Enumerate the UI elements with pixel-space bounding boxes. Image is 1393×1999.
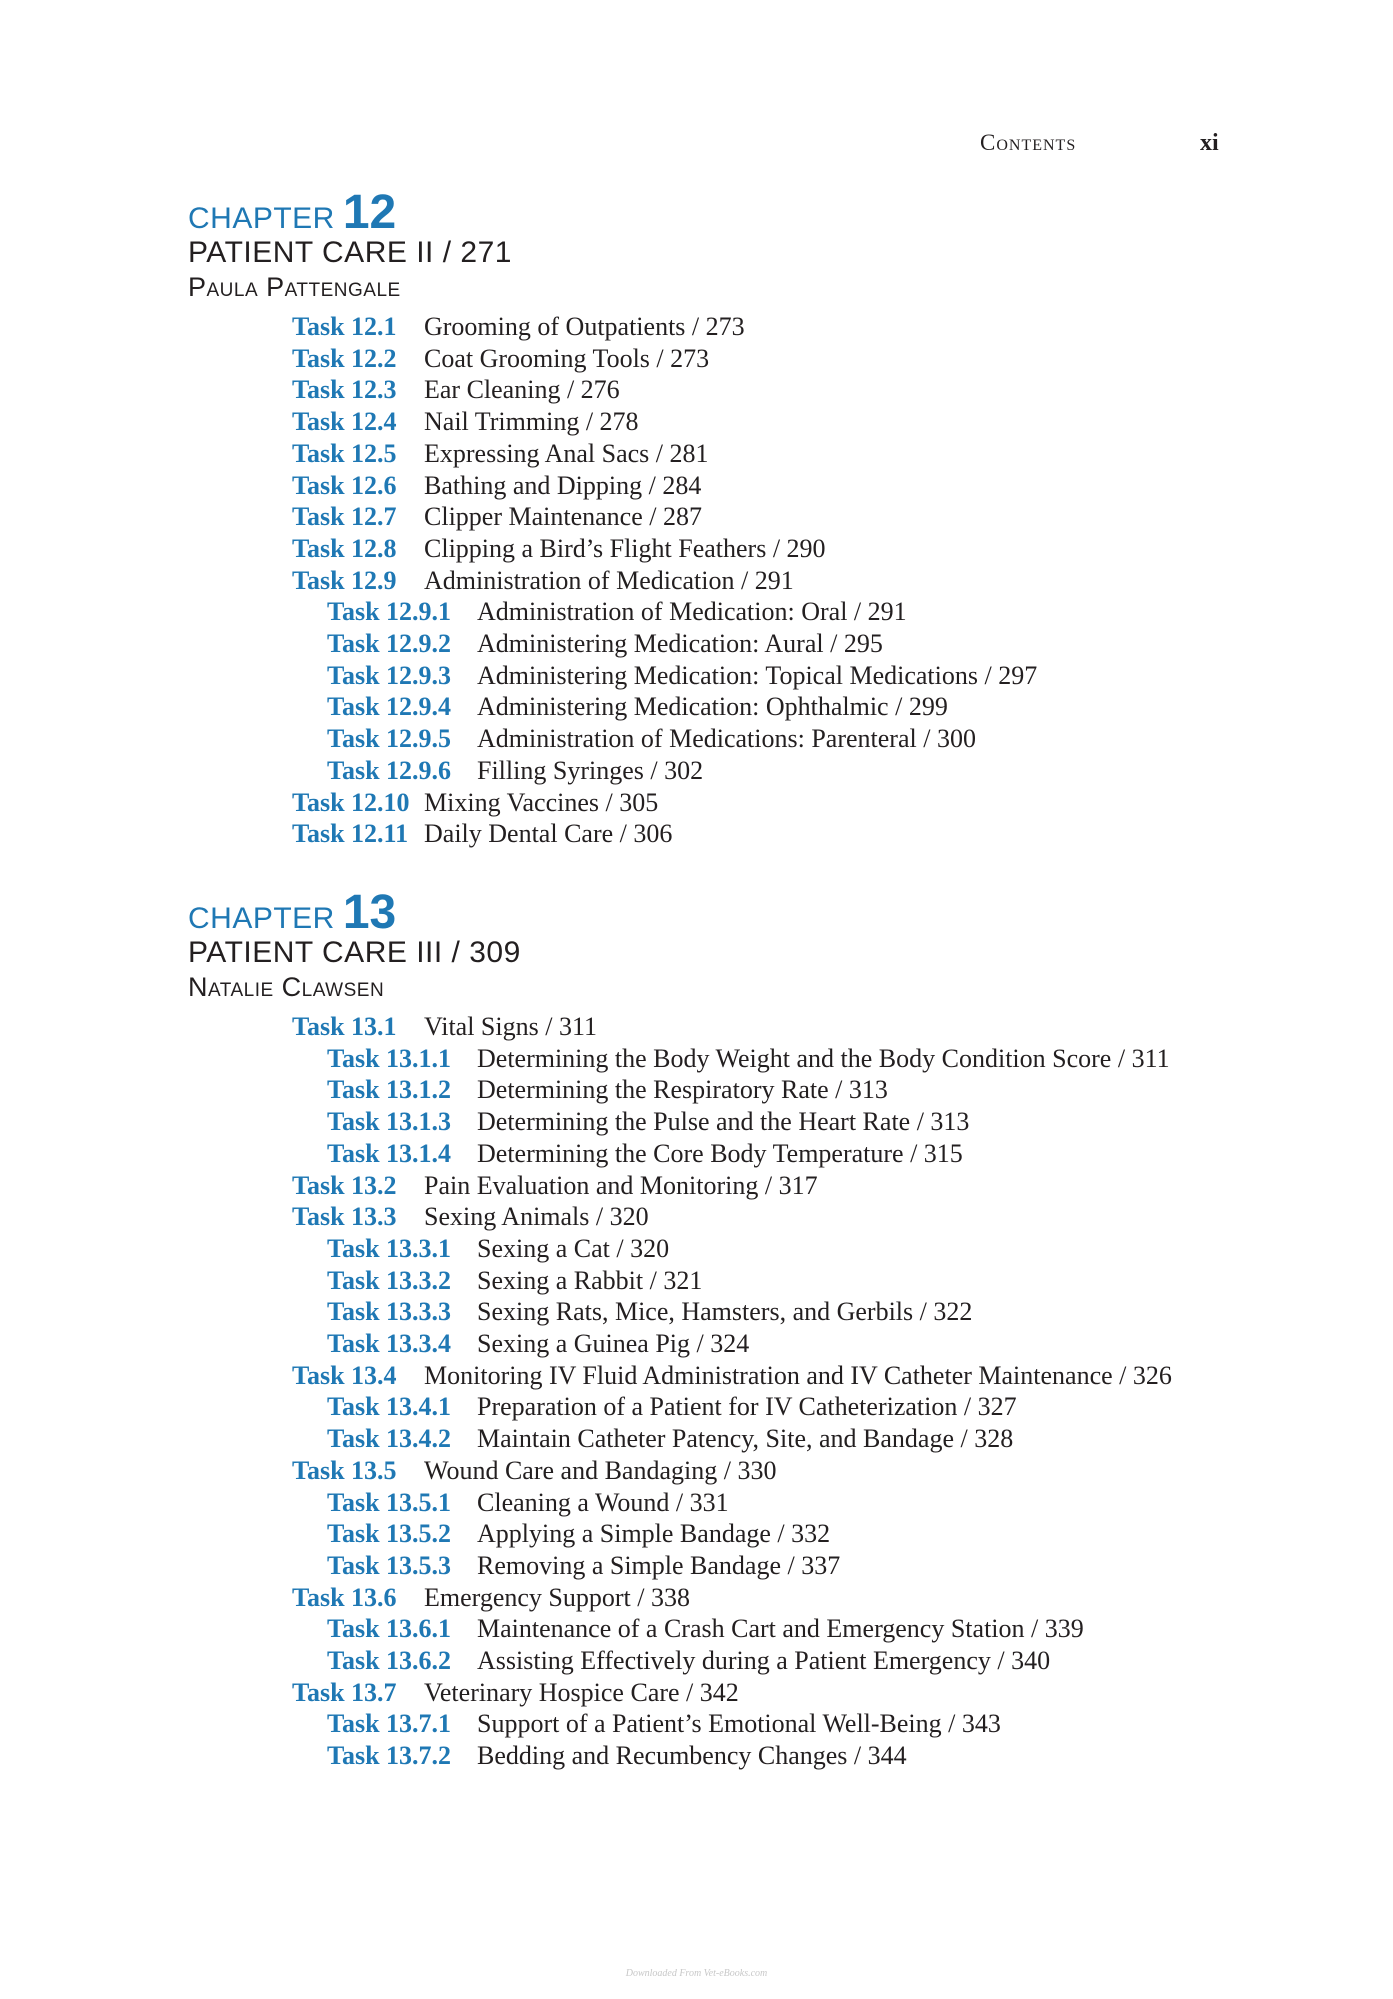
chapter-number: 12 — [342, 186, 397, 239]
task-number: Task 12.11 — [292, 819, 409, 849]
toc-entry — [188, 1265, 1337, 1297]
task-number: Task 13.3.3 — [327, 1297, 452, 1327]
toc-entry — [188, 1391, 1337, 1423]
task-number: Task 13.1.1 — [327, 1043, 452, 1073]
task-number: Task 12.4 — [292, 407, 397, 437]
task-list — [188, 1011, 1337, 1772]
task-number: Task 13.1 — [292, 1012, 397, 1041]
toc-entry — [188, 723, 1337, 755]
task-title: Sexing Rats, Mice, Hamsters, and Gerbils / 322 — [477, 1297, 973, 1327]
task-title: Filling Syringes / 302 — [477, 755, 704, 785]
task-number: Task 13.6.2 — [327, 1646, 452, 1676]
chapter-author: Natalie Clawsen — [188, 972, 385, 1002]
chapter-heading — [188, 886, 1288, 939]
toc-entry — [188, 438, 1337, 470]
toc-entry — [188, 596, 1337, 628]
task-number: Task 12.7 — [292, 502, 397, 532]
toc-entry — [188, 1170, 1337, 1202]
task-title: Emergency Support / 338 — [424, 1582, 690, 1612]
task-title: Determining the Body Weight and the Body Condition Score / 311 — [477, 1043, 1170, 1073]
task-number: Task 13.6.1 — [327, 1614, 452, 1644]
task-number: Task 13.4.2 — [327, 1424, 452, 1454]
task-title: Maintenance of a Crash Cart and Emergency Station / 339 — [477, 1614, 1084, 1644]
page-number: xi — [1200, 130, 1219, 156]
toc-entry — [188, 787, 1337, 819]
toc-entry — [188, 1328, 1337, 1360]
task-number: Task 13.3.4 — [327, 1329, 452, 1359]
task-number: Task 12.9.1 — [327, 597, 452, 627]
task-title: Daily Dental Care / 306 — [424, 819, 673, 849]
task-title: Bedding and Recumbency Changes / 344 — [477, 1741, 907, 1771]
task-number: Task 13.5 — [292, 1455, 397, 1485]
chapter-label: CHAPTER — [188, 902, 335, 935]
task-title: Wound Care and Bandaging / 330 — [424, 1455, 777, 1485]
task-number: Task 13.1.4 — [327, 1138, 452, 1168]
task-number: Task 13.2 — [292, 1170, 397, 1200]
task-number: Task 12.9.5 — [327, 724, 452, 754]
task-number: Task 13.7.2 — [327, 1741, 452, 1771]
toc-entry — [188, 1138, 1337, 1170]
task-number: Task 13.4.1 — [327, 1392, 452, 1422]
toc-entry — [188, 660, 1337, 692]
task-number: Task 13.6 — [292, 1582, 397, 1612]
chapter-author: Paula Pattengale — [188, 272, 401, 302]
toc-entry — [188, 1360, 1337, 1392]
task-number: Task 13.3.1 — [327, 1233, 452, 1263]
toc-entry — [188, 1106, 1337, 1138]
task-title: Determining the Core Body Temperature / 315 — [477, 1138, 963, 1168]
chapter-heading — [188, 186, 1288, 239]
toc-entry — [188, 691, 1337, 723]
toc-entry — [188, 1613, 1337, 1645]
toc-entry — [188, 1011, 1337, 1043]
task-number: Task 13.7.1 — [327, 1709, 452, 1739]
task-title: Assisting Effectively during a Patient Emergency / 340 — [477, 1646, 1051, 1676]
task-title: Clipping a Bird’s Flight Feathers / 290 — [424, 533, 826, 563]
task-number: Task 13.5.1 — [327, 1487, 452, 1517]
task-number: Task 13.3 — [292, 1202, 397, 1232]
task-title: Mixing Vaccines / 305 — [424, 787, 659, 817]
toc-entry — [188, 1455, 1337, 1487]
task-title: Preparation of a Patient for IV Catheterization / 327 — [477, 1392, 1017, 1422]
toc-entry — [188, 818, 1337, 850]
task-title: Cleaning a Wound / 331 — [477, 1487, 729, 1517]
task-title: Administration of Medication / 291 — [424, 565, 794, 595]
task-number: Task 12.2 — [292, 343, 397, 373]
task-title: Applying a Simple Bandage / 332 — [477, 1519, 831, 1549]
task-number: Task 13.1.3 — [327, 1107, 452, 1137]
toc-entry — [188, 1487, 1337, 1519]
toc-entry — [188, 755, 1337, 787]
task-title: Vital Signs / 311 — [424, 1012, 597, 1041]
task-title: Sexing a Guinea Pig / 324 — [477, 1329, 750, 1359]
toc-entry — [188, 406, 1337, 438]
toc-entry — [188, 1645, 1337, 1677]
running-head — [0, 130, 1393, 164]
task-title: Sexing a Cat / 320 — [477, 1233, 670, 1263]
toc-entry — [188, 565, 1337, 597]
task-number: Task 12.9.3 — [327, 660, 452, 690]
task-title: Nail Trimming / 278 — [424, 407, 639, 437]
toc-entry — [188, 628, 1337, 660]
task-number: Task 13.1.2 — [327, 1075, 452, 1105]
toc-entry — [188, 1740, 1337, 1772]
task-title: Administration of Medication: Oral / 291 — [477, 597, 907, 627]
task-title: Ear Cleaning / 276 — [424, 375, 620, 405]
task-number: Task 12.9.4 — [327, 692, 452, 722]
task-title: Support of a Patient’s Emotional Well-Being / 343 — [477, 1709, 1001, 1739]
chapter-12 — [188, 186, 1288, 849]
task-number: Task 13.5.3 — [327, 1550, 452, 1580]
toc-entry — [188, 501, 1337, 533]
toc-entry — [188, 1582, 1337, 1614]
toc-entry — [188, 1296, 1337, 1328]
toc-entry — [188, 470, 1337, 502]
task-title: Administration of Medications: Parenteral / 300 — [477, 724, 976, 754]
toc-entry — [188, 374, 1337, 406]
task-title: Administering Medication: Ophthalmic / 299 — [477, 692, 948, 722]
toc-entry — [188, 1074, 1337, 1106]
task-title: Bathing and Dipping / 284 — [424, 470, 702, 500]
task-title: Monitoring IV Fluid Administration and IV Catheter Maintenance / 326 — [424, 1360, 1172, 1390]
toc-entry — [188, 1518, 1337, 1550]
toc-entry — [188, 533, 1337, 565]
running-head-label: Contents — [980, 130, 1077, 155]
task-number: Task 12.9 — [292, 565, 397, 595]
task-number: Task 12.1 — [292, 312, 397, 341]
task-number: Task 13.7 — [292, 1677, 397, 1707]
download-watermark: Downloaded From Vet-eBooks.com — [625, 1968, 768, 1979]
task-number: Task 12.9.2 — [327, 629, 452, 659]
toc-entry — [188, 1233, 1337, 1265]
toc-entry — [188, 1043, 1337, 1075]
chapter-title: PATIENT CARE III / 309 — [188, 936, 521, 969]
task-title: Expressing Anal Sacs / 281 — [424, 438, 709, 468]
task-title: Maintain Catheter Patency, Site, and Bandage / 328 — [477, 1424, 1014, 1454]
task-title: Administering Medication: Topical Medications / 297 — [477, 660, 1038, 690]
chapter-number: 13 — [342, 886, 397, 939]
task-number: Task 12.5 — [292, 438, 397, 468]
task-number: Task 13.3.2 — [327, 1265, 452, 1295]
toc-entry — [188, 343, 1337, 375]
task-title: Clipper Maintenance / 287 — [424, 502, 702, 532]
task-title: Sexing a Rabbit / 321 — [477, 1265, 703, 1295]
task-title: Removing a Simple Bandage / 337 — [477, 1550, 841, 1580]
task-number: Task 12.3 — [292, 375, 397, 405]
task-number: Task 12.10 — [292, 787, 410, 817]
task-number: Task 12.9.6 — [327, 755, 452, 785]
task-number: Task 13.4 — [292, 1360, 397, 1390]
task-title: Determining the Pulse and the Heart Rate / 313 — [477, 1107, 970, 1137]
toc-entry — [188, 1550, 1337, 1582]
chapter-13 — [188, 886, 1288, 1771]
toc-entry — [188, 311, 1337, 343]
task-number: Task 12.8 — [292, 533, 397, 563]
toc-entry — [188, 1708, 1337, 1740]
task-title: Sexing Animals / 320 — [424, 1202, 649, 1232]
task-title: Determining the Respiratory Rate / 313 — [477, 1075, 888, 1105]
toc-entry — [188, 1423, 1337, 1455]
task-title: Pain Evaluation and Monitoring / 317 — [424, 1170, 818, 1200]
chapter-label: CHAPTER — [188, 202, 335, 235]
chapter-title: PATIENT CARE II / 271 — [188, 236, 512, 269]
task-number: Task 12.6 — [292, 470, 397, 500]
task-number: Task 13.5.2 — [327, 1519, 452, 1549]
task-title: Grooming of Outpatients / 273 — [424, 312, 745, 341]
task-title: Coat Grooming Tools / 273 — [424, 343, 710, 373]
task-list — [188, 311, 1337, 850]
task-title: Veterinary Hospice Care / 342 — [424, 1677, 739, 1707]
task-title: Administering Medication: Aural / 295 — [477, 629, 883, 659]
toc-entry — [188, 1677, 1337, 1709]
toc-entry — [188, 1201, 1337, 1233]
